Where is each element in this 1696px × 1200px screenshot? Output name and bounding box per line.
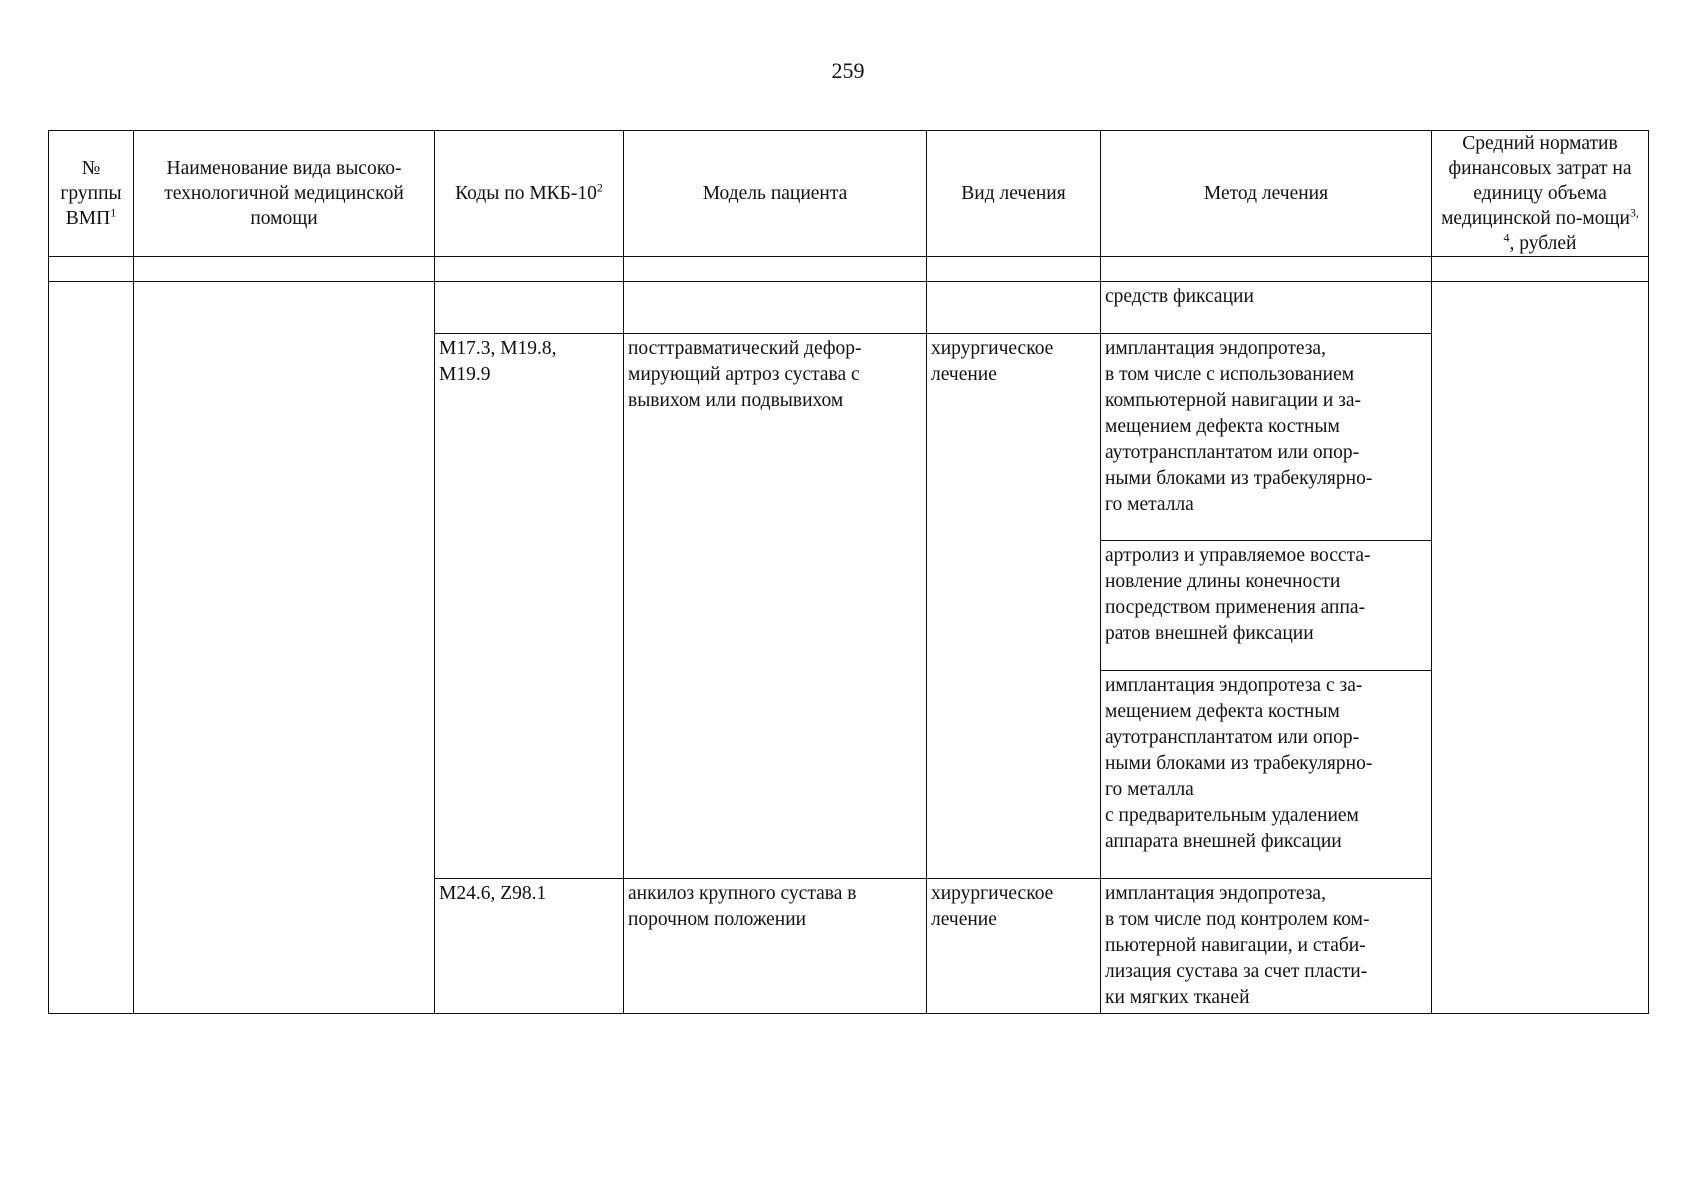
method-cell: имплантация эндопротеза, в том числе под контролем ком- пьютерной навигации, и стаби- лизация сустава за счет пласти- ки мягких тканей [1101,879,1432,1014]
table-spacer-row [49,257,1649,282]
codes-cell [435,282,624,334]
group-no-cell [49,282,134,1014]
page-number: 259 [831,58,865,83]
model-cell: анкилоз крупного сустава в порочном положении [624,879,927,1014]
codes-cell: M24.6, Z98.1 [435,879,624,1014]
treatment-cell: хирургическое лечение [927,879,1101,1014]
treatment-cell [927,282,1101,334]
vmp-table [48,130,1649,1014]
model-cell: посттравматический дефор- мирующий артроз сустава с вывихом или подвывихом [624,334,927,879]
codes-cell: M17.3, M19.8, M19.9 [435,334,624,879]
header-model: Модель пациента [624,131,927,257]
header-group-no: № группы ВМП$^1$ [49,131,134,257]
header-normative: Средний норматив финансовых затрат на единицу объема медицинской по-мощи$^{3, 4}$, рублей [1432,131,1649,257]
model-cell [624,282,927,334]
header-name: Наименование вида высоко-технологичной медицинской помощи [134,131,435,257]
method-cell: имплантация эндопротеза, в том числе с использованием компьютерной навигации и за- мещением дефекта костным аутотрансплантатом или опор- ными блоками из трабекулярно- го металла [1101,334,1432,541]
normative-cell [1432,282,1649,1014]
header-codes: Коды по МКБ-$10^2$ [435,131,624,257]
table-header-row [49,131,1649,257]
method-cell: имплантация эндопротеза с за- мещением дефекта костным аутотрансплантатом или опор- ными блоками из трабекулярно- го металла с предварительным удалением аппарата внешней фиксации [1101,671,1432,879]
name-cell [134,282,435,1014]
header-method: Метод лечения [1101,131,1432,257]
method-cell: средств фиксации [1101,282,1432,334]
treatment-cell: хирургическое лечение [927,334,1101,879]
table-row [49,282,1649,334]
header-treatment: Вид лечения [927,131,1101,257]
method-cell: артролиз и управляемое восста- новление длины конечности посредством применения аппа- ратов внешней фиксации [1101,541,1432,671]
